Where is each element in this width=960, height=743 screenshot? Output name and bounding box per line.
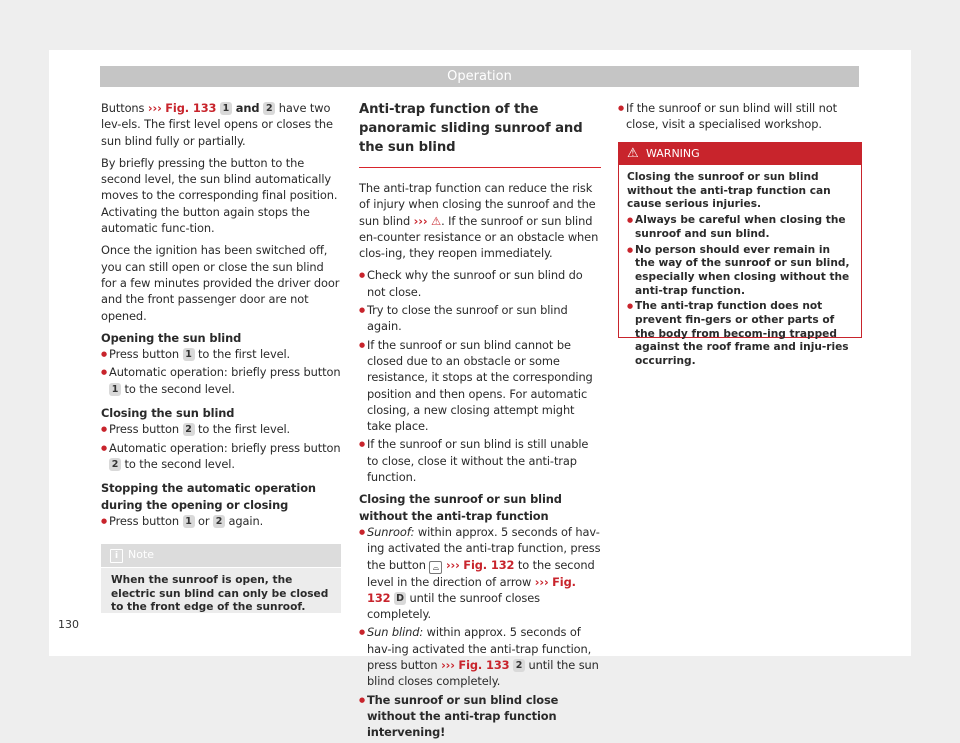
warning-title: WARNING [646, 147, 700, 160]
list-item: ● Press button 1 to the first level. [101, 346, 341, 362]
list-item: ● If the sunroof or sun blind cannot be closed due to an obstacle or some resistance, it stops at the corresponding position and then opens. For automatic closing, a new closing attempt might take place. [359, 337, 601, 435]
column-middle [359, 100, 601, 743]
list-item: ● The sunroof or sun blind close without the anti-trap function intervening! [359, 692, 601, 741]
callout-1: 1 [220, 102, 232, 115]
list-item: ● Automatic operation: briefly press button 1 to the second level. [101, 364, 341, 397]
list-item: ● If the sunroof or sun blind will still not close, visit a specialised workshop. [618, 100, 860, 133]
warning-box [618, 142, 862, 368]
note-text: When the sunroof is open, the electric sun blind can only be closed to the front edge of the sunroof. [111, 574, 329, 613]
heading-close-without: Closing the sunroof or sun blind without the anti-trap function [359, 492, 562, 523]
warning-item: ● Always be careful when closing the sunroof and sun blind. [627, 214, 853, 241]
note-title: Note [128, 548, 155, 561]
heading-opening: Opening the sun blind [101, 330, 242, 345]
paragraph-buttons: Buttons ››› Fig. 133 1 and 2 have two lev-els. The first level opens or closes the sun blind fully or partially. [101, 101, 333, 148]
note-box [101, 544, 341, 613]
list-item: ● Press button 1 or 2 again. [101, 513, 341, 529]
paragraph-briefly: By briefly pressing the button to the second level, the sun blind automatically moves to the corresponding final position. Activating the button again stops the automatic func-tion. [101, 155, 338, 236]
figure-link[interactable]: Fig. 132 [463, 557, 515, 572]
info-icon: i [110, 549, 123, 563]
callout-2: 2 [513, 659, 525, 672]
warning-item: ● The anti-trap function does not prevent fin-gers or other parts of the body from becom-ing trapped against the roof frame and inju-ries occurring. [627, 300, 853, 369]
sunroof-button-icon: ⌓ [429, 561, 442, 574]
page-header: Operation [100, 66, 859, 87]
arrow-ref-icon: ››› [147, 101, 162, 115]
arrow-ref-icon: ››› [534, 574, 549, 589]
list-item: ● Press button 2 to the first level. [101, 421, 341, 437]
arrow-ref-icon: ››› [413, 213, 428, 228]
list-item: ● Automatic operation: briefly press button 2 to the second level. [101, 440, 341, 473]
list-item: ● Try to close the sunroof or sun blind again. [359, 302, 601, 335]
warning-item: ● No person should ever remain in the way of the sunroof or sun blind, especially when closing without the anti-trap function. [627, 244, 853, 299]
callout-d: D [394, 592, 406, 605]
column-right [618, 100, 860, 135]
section-title: Anti-trap function of the panoramic sliding sunroof and the sun blind [359, 100, 601, 168]
list-item: ● Sunroof: within approx. 5 seconds of hav-ing activated the anti-trap function, press the button ⌓ ››› Fig. 132 to the second level in the direction of arrow ››› Fig. 132 D until the sunroof closes completely. [359, 524, 601, 622]
column-left [101, 100, 341, 531]
list-item: ● If the sunroof or sun blind is still unable to close, close it without the anti-trap function. [359, 436, 601, 485]
arrow-ref-icon: ››› [441, 658, 455, 673]
figure-link[interactable]: Fig. 132 [367, 574, 576, 605]
warning-intro: Closing the sunroof or sun blind without the anti-trap function can cause serious injuries. [627, 171, 831, 211]
list-item: ● Check why the sunroof or sun blind do not close. [359, 267, 601, 300]
heading-closing: Closing the sun blind [101, 406, 235, 421]
list-item: ● Sun blind: within approx. 5 seconds of hav-ing activated the anti-trap function, press button ››› Fig. 133 2 until the sun blind closes completely. [359, 624, 601, 689]
paragraph-antitrap: The anti-trap function can reduce the risk of injury when closing the sunroof and the sun blind ››› ⚠. If the sunroof or sun blind en-counter resistance or an obstacle when clos-ing, they reopen immediately. [359, 181, 599, 261]
warning-triangle-icon: ⚠ [627, 146, 639, 161]
heading-stopping: Stopping the automatic operation during the opening or closing [101, 481, 316, 512]
callout-2: 2 [263, 102, 275, 115]
warning-icon[interactable]: ⚠ [430, 213, 442, 228]
figure-link[interactable]: Fig. 133 [165, 101, 217, 115]
paragraph-ignition: Once the ignition has been switched off, you can still open or close the sun blind for a few minutes provided the driver door and the front passenger door are not opened. [101, 243, 340, 323]
arrow-ref-icon: ››› [445, 557, 460, 572]
page-number: 130 [58, 618, 79, 631]
figure-link[interactable]: Fig. 133 [458, 658, 510, 673]
